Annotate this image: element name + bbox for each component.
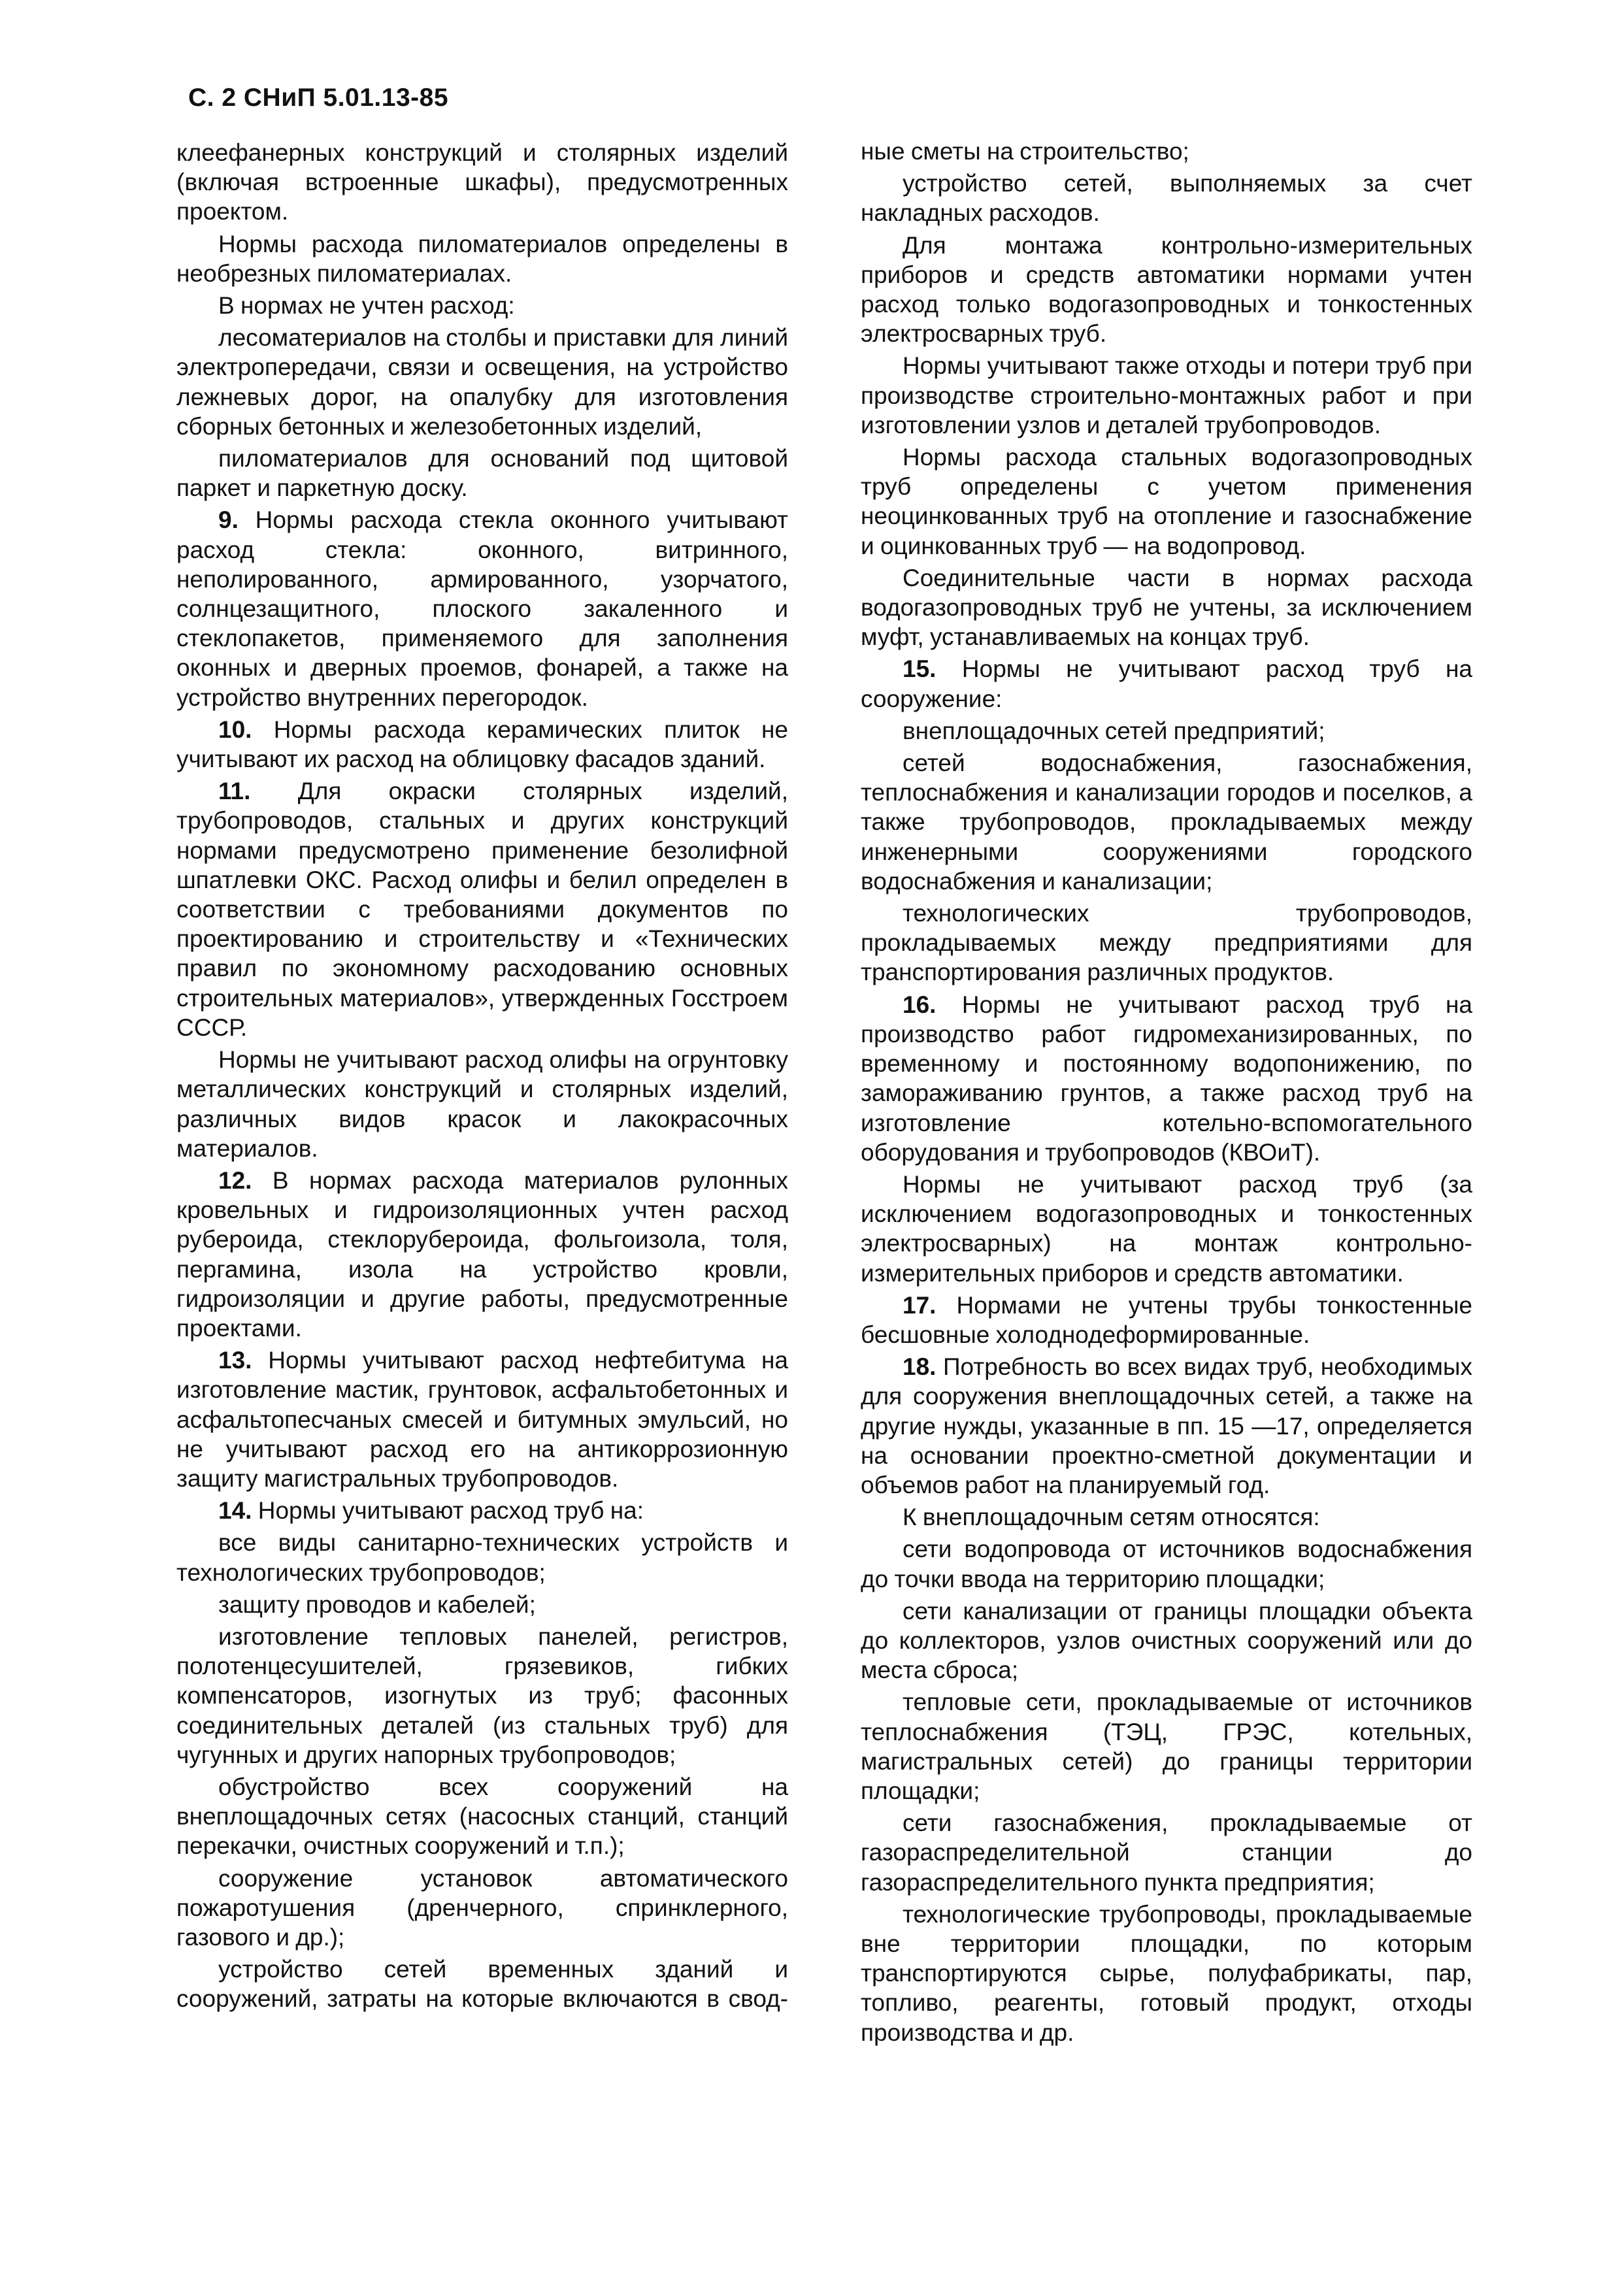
paragraph	[861, 654, 1472, 713]
paragraph	[861, 1596, 1472, 1685]
paragraph-text: сети канализации от границы площадки объекта до коллекторов, узлов очистных сооружений или до места сброса;	[861, 1597, 1472, 1684]
paragraph-text: Соединительные части в нормах расхода водогазопроводных труб не учтены, за исключением муфт, устанавливаемых на концах труб.	[861, 564, 1472, 651]
paragraph-text: устройство сетей временных зданий и сооружений, затраты на которые включаются в свод-	[176, 1956, 788, 2013]
paragraph-text: Нормами не учтены трубы тонкостенные бесшовные холоднодеформированные.	[861, 1291, 1472, 1348]
clause-number: 17.	[903, 1291, 936, 1319]
paragraph	[861, 1808, 1472, 1897]
paragraph	[861, 1170, 1472, 1288]
paragraph-text: Для окраски столярных изделий, трубопроводов, стальных и других конструкций нормами предусмотрено применение безолифной шпатлевки ОКС. Расход олифы и белил определен в соответствии с требованиями документов по проектированию и строительству и «Технических правил по экономному расходованию основных строительных материалов», утвержденных Госстроем СССР.	[176, 778, 789, 1041]
paragraph-text: изготовление тепловых панелей, регистров, полотенцесушителей, грязевиков, гибких компенсаторов, изогнутых из труб; фасонных соединительных деталей (из стальных труб) для чугунных и других напорных трубопроводов;	[176, 1623, 788, 1768]
paragraph	[861, 990, 1472, 1167]
paragraph	[176, 291, 788, 320]
paragraph	[861, 1687, 1472, 1806]
paragraph-text: ные сметы на строительство;	[861, 138, 1189, 165]
paragraph-text: Нормы не учитывают расход олифы на огрунтовку металлических конструкций и столярных изделий, различных видов красок и лакокрасочных материалов.	[176, 1046, 788, 1162]
paragraph-text: Потребность во всех видах труб, необходимых для сооружения внеплощадочных сетей, а также на другие нужды, указанные в пп. 15 —17, определяется на основании проектно-сметной документации и объемов работ на планируемый год.	[861, 1353, 1472, 1498]
paragraph	[861, 1291, 1472, 1349]
paragraph-text: Нормы не учитывают расход труб на производство работ гидромеханизированных, по временному и постоянному водопонижению, по замораживанию грунтов, а также расход труб на изготовление котельно-вспомогательного оборудования и трубопроводов (КВОиТ).	[861, 991, 1473, 1166]
paragraph-text: технологических трубопроводов, прокладываемых между предприятиями для транспортирования различных продуктов.	[861, 900, 1472, 986]
paragraph-text: К внеплощадочным сетям относятся:	[903, 1504, 1320, 1531]
paragraph	[861, 716, 1472, 746]
paragraph	[176, 1622, 788, 1770]
right-column	[861, 137, 1472, 2050]
paragraph	[861, 1502, 1472, 1532]
page-header: С. 2 СНиП 5.01.13-85	[188, 84, 449, 112]
paragraph	[861, 1352, 1472, 1500]
clause-number: 15.	[903, 655, 936, 683]
paragraph-text: Нормы не учитывают расход труб (за исключением водогазопроводных и тонкостенных электросварных) на монтаж контрольно-измерительных приборов и средств автоматики.	[861, 1170, 1472, 1287]
paragraph-text: технологические трубопроводы, прокладываемые вне территории площадки, по которым транспортируются сырье, полуфабрикаты, пар, топливо, реагенты, готовый продукт, отходы производства и др.	[861, 1900, 1472, 2046]
paragraph-text: клеефанерных конструкций и столярных изделий (включая встроенные шкафы), предусмотренных проектом.	[176, 139, 788, 225]
paragraph-text: В нормах расхода материалов рулонных кровельных и гидроизоляционных учтен расход рубероида, стеклорубероида, фольгоизола, толя, пергамина, изола на устройство кровли, гидроизоляции и другие работы, предусмотренные проектами.	[176, 1166, 788, 1342]
paragraph-text: Для монтажа контрольно-измерительных приборов и средств автоматики нормами учтен расход только водогазопроводных и тонкостенных электросварных труб.	[861, 231, 1472, 348]
paragraph	[861, 1900, 1472, 2047]
paragraph	[176, 1166, 788, 1343]
paragraph	[176, 505, 788, 712]
paragraph-text: Нормы учитывают также отходы и потери труб при производстве строительно-монтажных работ и при изготовлении узлов и деталей трубопроводов.	[861, 352, 1472, 438]
paragraph-text: обустройство всех сооружений на внеплощадочных сетях (насосных станций, станций перекачки, очистных сооружений и т.п.);	[176, 1773, 788, 1860]
left-column	[176, 138, 788, 2017]
clause-number: 14.	[218, 1497, 252, 1525]
paragraph-text: Нормы не учитывают расход труб на сооружение:	[861, 655, 1473, 712]
paragraph-text: внеплощадочных сетей предприятий;	[903, 717, 1325, 744]
paragraph	[861, 169, 1472, 227]
paragraph	[861, 1534, 1472, 1593]
paragraph	[861, 442, 1472, 561]
paragraph-text: все виды санитарно-технических устройств и технологических трубопроводов;	[176, 1529, 788, 1586]
paragraph	[176, 1590, 788, 1619]
paragraph-text: Нормы расхода стекла оконного учитывают расход стекла: оконного, витринного, неполированного, армированного, узорчатого, солнцезащитного, плоского закаленного и стеклопакетов, применяемого для заполнения оконных и дверных проемов, фонарей, а также на устройство внутренних перегородок.	[176, 506, 788, 711]
paragraph	[861, 351, 1472, 440]
paragraph	[861, 231, 1472, 349]
paragraph	[176, 1528, 788, 1587]
paragraph	[176, 715, 788, 774]
clause-number: 13.	[218, 1347, 252, 1374]
paragraph	[861, 137, 1472, 166]
paragraph-text: сети газоснабжения, прокладываемые от газораспределительной станции до газораспределительного пункта предприятия;	[861, 1809, 1472, 1896]
paragraph	[176, 1045, 788, 1163]
paragraph-text: пиломатериалов для оснований под щитовой паркет и паркетную доску.	[176, 445, 788, 502]
paragraph	[861, 748, 1472, 896]
paragraph-text: тепловые сети, прокладываемые от источников теплоснабжения (ТЭЦ, ГРЭС, котельных, магистральных сетей) до границы территории площадки;	[861, 1689, 1472, 1804]
paragraph	[176, 1864, 788, 1953]
clause-number: 16.	[903, 991, 936, 1018]
paragraph	[176, 1496, 788, 1525]
paragraph-text: Нормы расхода стальных водогазопроводных труб определены с учетом применения неоцинкованных труб на отопление и газоснабжение и оцинкованных труб — на водопровод.	[861, 444, 1472, 559]
paragraph	[176, 138, 788, 227]
clause-number: 18.	[903, 1353, 936, 1381]
clause-number: 9.	[218, 506, 239, 534]
paragraph-text: В нормах не учтен расход:	[218, 292, 515, 320]
paragraph-text: устройство сетей, выполняемых за счет накладных расходов.	[861, 170, 1472, 227]
paragraph	[176, 444, 788, 503]
paragraph-text: сети водопровода от источников водоснабжения до точки ввода на территорию площадки;	[861, 1536, 1472, 1592]
paragraph-text: лесоматериалов на столбы и приставки для линий электропередачи, связи и освещения, на устройство лежневых дорог, на опалубку для изготовления сборных бетонных и железобетонных изделий,	[176, 324, 788, 440]
paragraph-text: сооружение установок автоматического пожаротушения (дренчерного, спринклерного, газового и др.);	[176, 1864, 788, 1951]
paragraph	[176, 776, 788, 1042]
paragraph	[861, 899, 1472, 987]
paragraph-text: защиту проводов и кабелей;	[218, 1591, 536, 1618]
paragraph	[176, 1345, 788, 1493]
clause-number: 12.	[218, 1166, 252, 1194]
paragraph	[176, 1955, 788, 2013]
paragraph	[176, 229, 788, 288]
clause-number: 10.	[218, 716, 252, 743]
paragraph	[861, 563, 1472, 652]
paragraph-text: Нормы расхода пиломатериалов определены в необрезных пиломатериалах.	[176, 230, 788, 287]
paragraph-text: Нормы расхода керамических плиток не учитывают их расход на облицовку фасадов зданий.	[176, 716, 788, 773]
paragraph-text: сетей водоснабжения, газоснабжения, теплоснабжения и канализации городов и поселков, а также трубопроводов, прокладываемых между инженерными сооружениями городского водоснабжения и канализации;	[861, 750, 1472, 895]
paragraph-text: Нормы учитывают расход нефтебитума на изготовление мастик, грунтовок, асфальтобетонных и асфальтопесчаных смесей и битумных эмульсий, но не учитывают расход его на антикоррозионную защиту магистральных трубопроводов.	[176, 1347, 788, 1492]
paragraph-text: Нормы учитывают расход труб на:	[257, 1497, 644, 1525]
paragraph	[176, 323, 788, 441]
paragraph	[176, 1772, 788, 1861]
clause-number: 11.	[218, 778, 251, 805]
